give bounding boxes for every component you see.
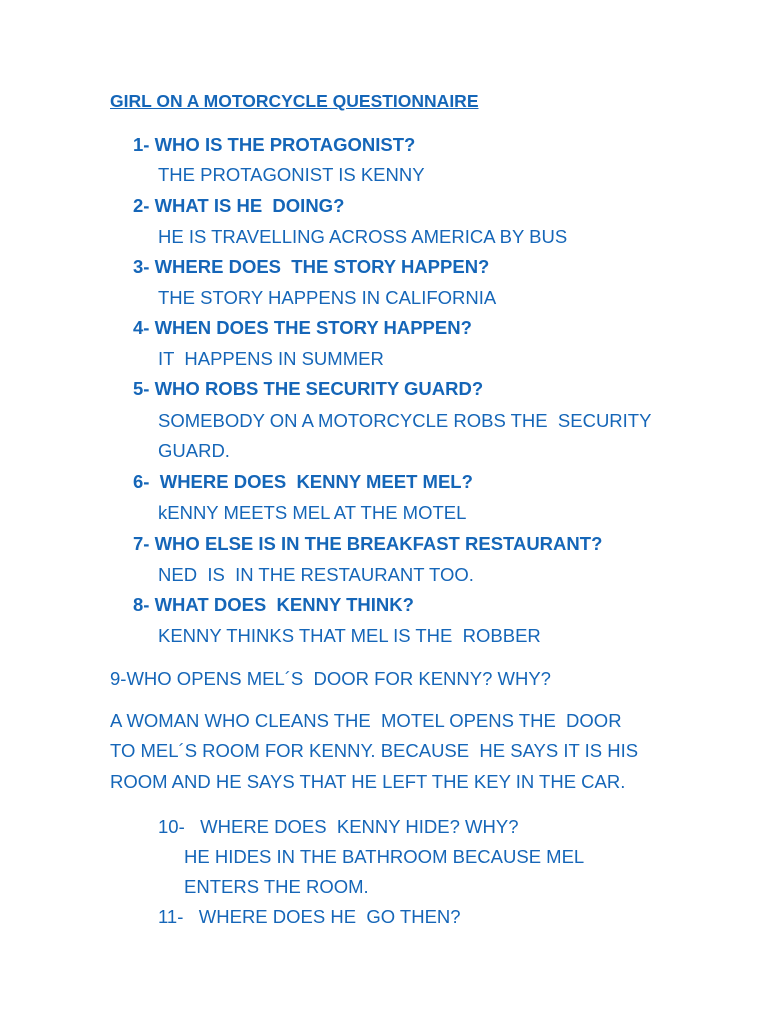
answer-2: HE IS TRAVELLING ACROSS AMERICA BY BUS xyxy=(158,226,568,247)
answer-10-line-1: HE HIDES IN THE BATHROOM BECAUSE MEL xyxy=(184,846,585,867)
question-11: 11- WHERE DOES HE GO THEN? xyxy=(158,906,461,927)
question-3: 3- WHERE DOES THE STORY HAPPEN? xyxy=(133,256,490,277)
question-7: 7- WHO ELSE IS IN THE BREAKFAST RESTAURANT? xyxy=(133,533,603,554)
question-9: 9-WHO OPENS MEL´S DOOR FOR KENNY? WHY? xyxy=(110,668,551,689)
question-2: 2- WHAT IS HE DOING? xyxy=(133,195,345,216)
question-8: 8- WHAT DOES KENNY THINK? xyxy=(133,594,414,615)
answer-3: THE STORY HAPPENS IN CALIFORNIA xyxy=(158,287,497,308)
answer-6: kENNY MEETS MEL AT THE MOTEL xyxy=(158,502,467,523)
answer-5-line-1: SOMEBODY ON A MOTORCYCLE ROBS THE SECURITY xyxy=(158,410,652,431)
answer-9-line-3: ROOM AND HE SAYS THAT HE LEFT THE KEY IN THE CAR. xyxy=(110,771,626,792)
answer-10-line-2: ENTERS THE ROOM. xyxy=(184,876,369,897)
question-10: 10- WHERE DOES KENNY HIDE? WHY? xyxy=(158,816,519,837)
question-1: 1- WHO IS THE PROTAGONIST? xyxy=(133,134,416,155)
answer-1: THE PROTAGONIST IS KENNY xyxy=(158,164,425,185)
question-5: 5- WHO ROBS THE SECURITY GUARD? xyxy=(133,378,484,399)
answer-9-line-1: A WOMAN WHO CLEANS THE MOTEL OPENS THE DOOR xyxy=(110,710,622,731)
answer-8: KENNY THINKS THAT MEL IS THE ROBBER xyxy=(158,625,541,646)
document-title: GIRL ON A MOTORCYCLE QUESTIONNAIRE xyxy=(110,91,479,111)
answer-5-line-2: GUARD. xyxy=(158,440,230,461)
answer-9-line-2: TO MEL´S ROOM FOR KENNY. BECAUSE HE SAYS IT IS HIS xyxy=(110,740,639,761)
answer-7: NED IS IN THE RESTAURANT TOO. xyxy=(158,564,474,585)
answer-4: IT HAPPENS IN SUMMER xyxy=(158,348,384,369)
question-4: 4- WHEN DOES THE STORY HAPPEN? xyxy=(133,317,472,338)
question-6: 6- WHERE DOES KENNY MEET MEL? xyxy=(133,471,473,492)
